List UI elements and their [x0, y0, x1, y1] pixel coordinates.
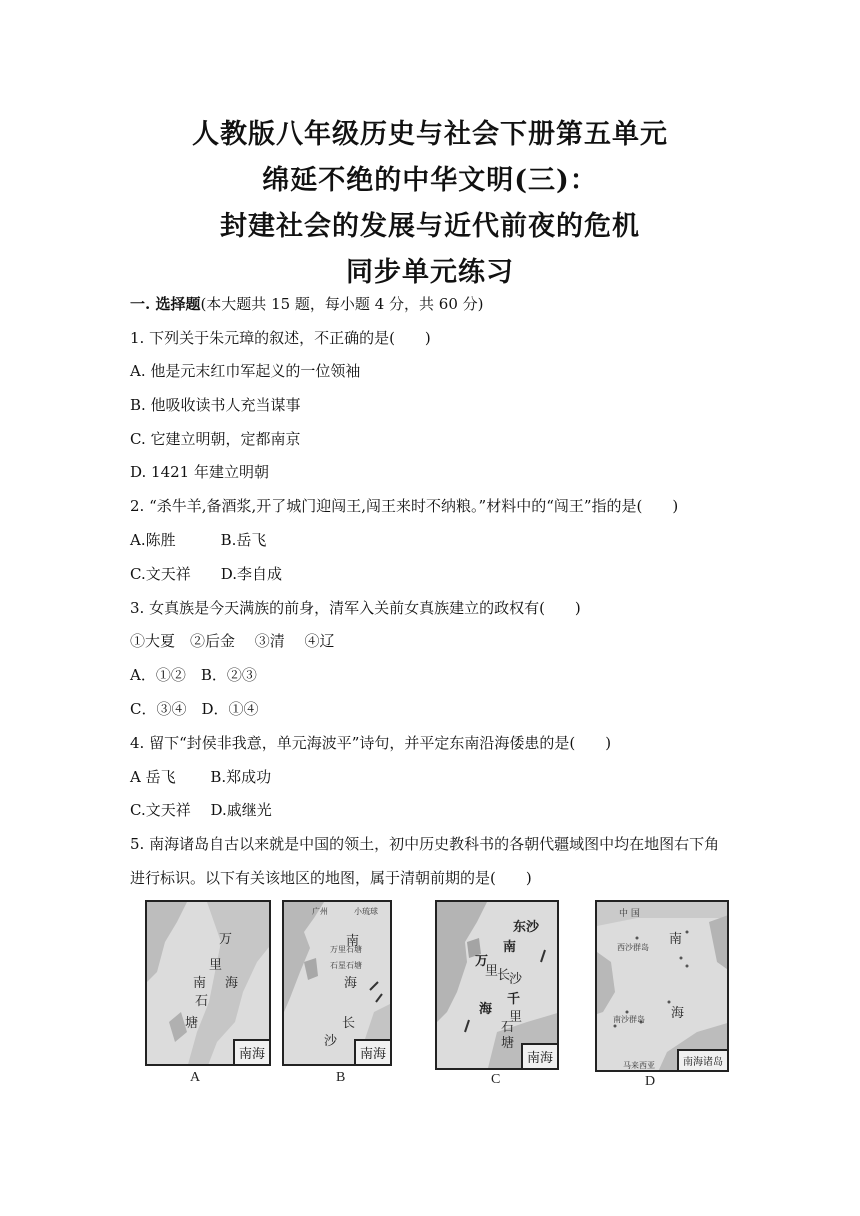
- section-title: 一. 选择题: [130, 295, 201, 313]
- map-d-label: 南: [669, 932, 683, 947]
- question-1: 1. 下列关于朱元璋的叙述，不正确的是( ): [130, 329, 431, 347]
- map-b-label: 石星石塘: [330, 961, 362, 970]
- map-b-label: 万里石塘: [330, 945, 362, 954]
- title-line-1: 人教版八年级历史与社会下册第五单元: [192, 119, 668, 150]
- question-5-line-2: 进行标识。以下有关该地区的地图，属于清朝前期的是( ): [130, 869, 532, 887]
- q4-options-cd: C.文天祥 D.戚继光: [130, 801, 272, 819]
- map-a-label: 万: [219, 932, 233, 947]
- map-c-caption: C: [491, 1072, 501, 1087]
- map-c-label: 塘: [501, 1036, 515, 1051]
- q4-options-ab: A 岳飞 B.郑成功: [130, 768, 272, 786]
- map-c-label: 沙: [509, 972, 523, 987]
- map-d-coastline: [597, 902, 729, 1072]
- map-d-label: 海: [671, 1006, 685, 1021]
- title-line-2: 绵延不绝的中华文明(三)：: [262, 165, 598, 196]
- map-c-frame: [435, 900, 559, 1070]
- map-b-frame: 广州 小琉球 南 海 石星石塘 万里石塘 沙 长 南海: [282, 900, 392, 1066]
- q1-option-a: A. 他是元末红巾军起义的一位领袖: [130, 362, 361, 380]
- question-5-line-1: 5. 南海诸岛自古以来就是中国的领土，初中历史教科书的各朝代疆域图中均在地图右下角: [130, 835, 720, 853]
- question-2: 2. “杀牛羊,备酒浆,开了城门迎闯王,闯王来时不纳粮。”材料中的“闯王”指的是( ): [130, 497, 679, 515]
- title-line-3: 封建社会的发展与近代前夜的危机: [220, 211, 640, 242]
- map-d-label: 马来西亚: [623, 1061, 655, 1070]
- map-a-label: 石: [195, 994, 209, 1009]
- q3-options-cd: C．③④ D．①④: [130, 700, 259, 718]
- map-c-label: 里: [485, 964, 499, 979]
- map-a-inset-label: 南海: [233, 1039, 269, 1064]
- map-a-label: 里: [209, 958, 223, 973]
- map-d-label: 中 国: [619, 909, 640, 919]
- question-3: 3. 女真族是今天满族的前身，清军入关前女真族建立的政权有( ): [130, 599, 581, 617]
- map-a-frame: [145, 900, 271, 1066]
- map-b-label: 南: [346, 934, 360, 949]
- map-a-caption: A: [190, 1070, 201, 1085]
- map-d-label: 南沙群岛: [613, 1015, 645, 1024]
- map-c-label: 万: [475, 954, 489, 969]
- map-b-label: 长: [342, 1016, 356, 1031]
- q2-options-cd: C.文天祥 D.李自成: [130, 565, 282, 583]
- map-c-label: 里: [509, 1010, 523, 1025]
- map-c-label: 海: [479, 1002, 493, 1017]
- map-d-inset-label: 南海诸岛: [677, 1049, 727, 1070]
- map-b-label: 沙: [324, 1034, 338, 1049]
- q3-items: ①大夏 ②后金 ③清 ④辽: [130, 632, 335, 650]
- map-d-caption: D: [645, 1074, 656, 1089]
- q1-option-c: C. 它建立明朝，定都南京: [130, 430, 301, 448]
- map-c-label: 长: [497, 968, 511, 983]
- map-c-label: 南: [503, 940, 517, 955]
- map-a-label: 塘: [185, 1016, 199, 1031]
- map-b-inset-label: 南海: [354, 1039, 390, 1064]
- map-b-caption: B: [336, 1070, 346, 1085]
- map-a-label: 南: [193, 976, 207, 991]
- section-heading: [130, 293, 483, 314]
- section-note: (本大题共 15 题，每小题 4 分，共 60 分): [200, 295, 484, 313]
- q2-options-ab: A.陈胜 B.岳飞: [130, 531, 267, 549]
- map-c-label: 千: [507, 992, 521, 1007]
- q1-option-d: D. 1421 年建立明朝: [130, 463, 269, 481]
- map-c-label: 石: [501, 1020, 515, 1035]
- map-options: [140, 900, 740, 1090]
- map-c-label: 东沙: [513, 920, 540, 935]
- map-a-label: 海: [225, 976, 239, 991]
- question-4: 4. 留下“封侯非我意，单元海波平”诗句，并平定东南沿海倭患的是( ): [130, 734, 612, 752]
- title-line-4: 同步单元练习: [346, 257, 514, 288]
- q1-option-b: B. 他吸收读书人充当谋事: [130, 396, 301, 414]
- map-d-label: 西沙群岛: [617, 943, 649, 952]
- map-c-inset-label: 南海: [521, 1043, 557, 1068]
- map-b-label: 海: [344, 976, 358, 991]
- q3-options-ab: A．①② B．②③: [130, 666, 257, 684]
- map-d-frame: [595, 900, 729, 1072]
